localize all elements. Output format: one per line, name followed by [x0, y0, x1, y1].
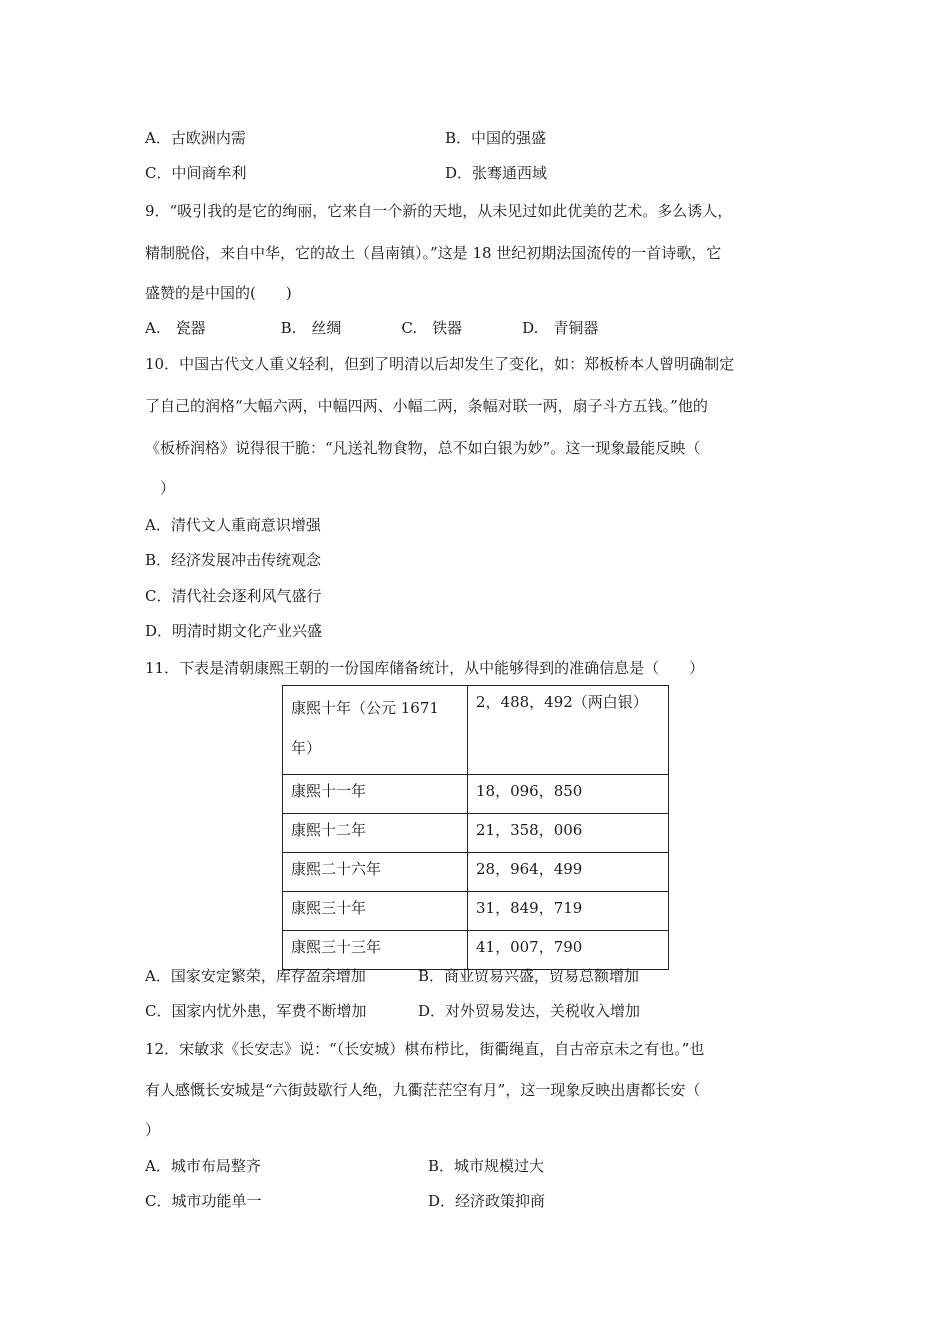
- q9-stem-line-2: 精制脱俗，来自中华，它的故土（昌南镇）。”这是 18 世纪初期法国流传的一首诗歌，它: [145, 244, 722, 262]
- q12-stem-line-3: ）: [145, 1121, 161, 1139]
- q9-options: A. 瓷器 B. 丝绸 C. 铁器 D. 青铜器: [145, 319, 599, 337]
- q8-option-a: A．古欧洲内需: [145, 129, 246, 147]
- q8-option-d: D．张骞通西域: [445, 164, 548, 182]
- table-cell-value: 28，964，499: [468, 853, 669, 892]
- q11-option-a: A．国家安定繁荣，库存盈余增加: [145, 967, 366, 985]
- q9-stem-line-3: 盛赞的是中国的( ): [145, 284, 292, 302]
- q10-stem-line-3: 《板桥润格》说得很干脆：“凡送礼物食物，总不如白银为妙”。这一现象最能反映（: [145, 439, 701, 457]
- table-row: [283, 686, 669, 775]
- q9-stem-line-1: 9．“吸引我的是它的绚丽，它来自一个新的天地，从未见过如此优美的艺术。多么诱人，: [145, 202, 733, 220]
- table-cell-value: 18，096，850: [468, 775, 669, 814]
- q12-option-b: B．城市规模过大: [428, 1157, 545, 1175]
- table-row: [283, 775, 669, 814]
- q10-option-c: C．清代社会逐利风气盛行: [145, 587, 322, 605]
- table-cell-value: 31，849，719: [468, 892, 669, 931]
- q11-stem: 11．下表是清朝康熙王朝的一份国库储备统计，从中能够得到的准确信息是（ ）: [145, 659, 705, 677]
- q12-stem-line-1: 12．宋敏求《长安志》说：“（长安城）棋布栉比，街衢绳直，自古帝京未之有也。”也: [145, 1040, 705, 1058]
- table-cell-year: 康熙十一年: [283, 775, 468, 814]
- q8-option-c: C．中间商牟利: [145, 164, 247, 182]
- table-row: [283, 931, 669, 970]
- table-row: [283, 853, 669, 892]
- q12-option-a: A．城市布局整齐: [145, 1157, 261, 1175]
- treasury-table: [282, 685, 669, 970]
- table-cell-value: 2，488，492（两白银）: [468, 686, 669, 775]
- q10-option-a: A．清代文人重商意识增强: [145, 516, 321, 534]
- q10-stem-line-4: ）: [145, 479, 176, 497]
- q11-option-d: D．对外贸易发达，关税收入增加: [418, 1002, 641, 1020]
- table-row: [283, 814, 669, 853]
- table-cell-year: 康熙三十年: [283, 892, 468, 931]
- table-cell-year: 康熙十年（公元 1671 年）: [283, 686, 468, 775]
- q10-stem-line-2: 了自己的润格“大幅六两，中幅四两、小幅二两，条幅对联一两，扇子斗方五钱。”他的: [145, 397, 708, 415]
- q10-stem-line-1: 10．中国古代文人重义轻利，但到了明清以后却发生了变化，如：郑板桥本人曾明确制定: [145, 355, 735, 373]
- table-cell-year: 康熙三十三年: [283, 931, 468, 970]
- q11-option-b: B．商业贸易兴盛，贸易总额增加: [418, 967, 640, 985]
- table-cell-value: 41，007，790: [468, 931, 669, 970]
- q12-option-d: D．经济政策抑商: [428, 1192, 546, 1210]
- q12-option-c: C．城市功能单一: [145, 1192, 262, 1210]
- q11-option-c: C．国家内忧外患，军费不断增加: [145, 1002, 367, 1020]
- table-row: [283, 892, 669, 931]
- q10-option-d: D．明清时期文化产业兴盛: [145, 622, 323, 640]
- q10-option-b: B．经济发展冲击传统观念: [145, 551, 322, 569]
- q8-option-b: B．中国的强盛: [445, 129, 547, 147]
- q12-stem-line-2: 有人感慨长安城是“六街鼓歇行人绝，九衢茫茫空有月”，这一现象反映出唐都长安（: [145, 1081, 701, 1099]
- table-cell-year: 康熙二十六年: [283, 853, 468, 892]
- table-cell-year: 康熙十二年: [283, 814, 468, 853]
- table-cell-value: 21，358，006: [468, 814, 669, 853]
